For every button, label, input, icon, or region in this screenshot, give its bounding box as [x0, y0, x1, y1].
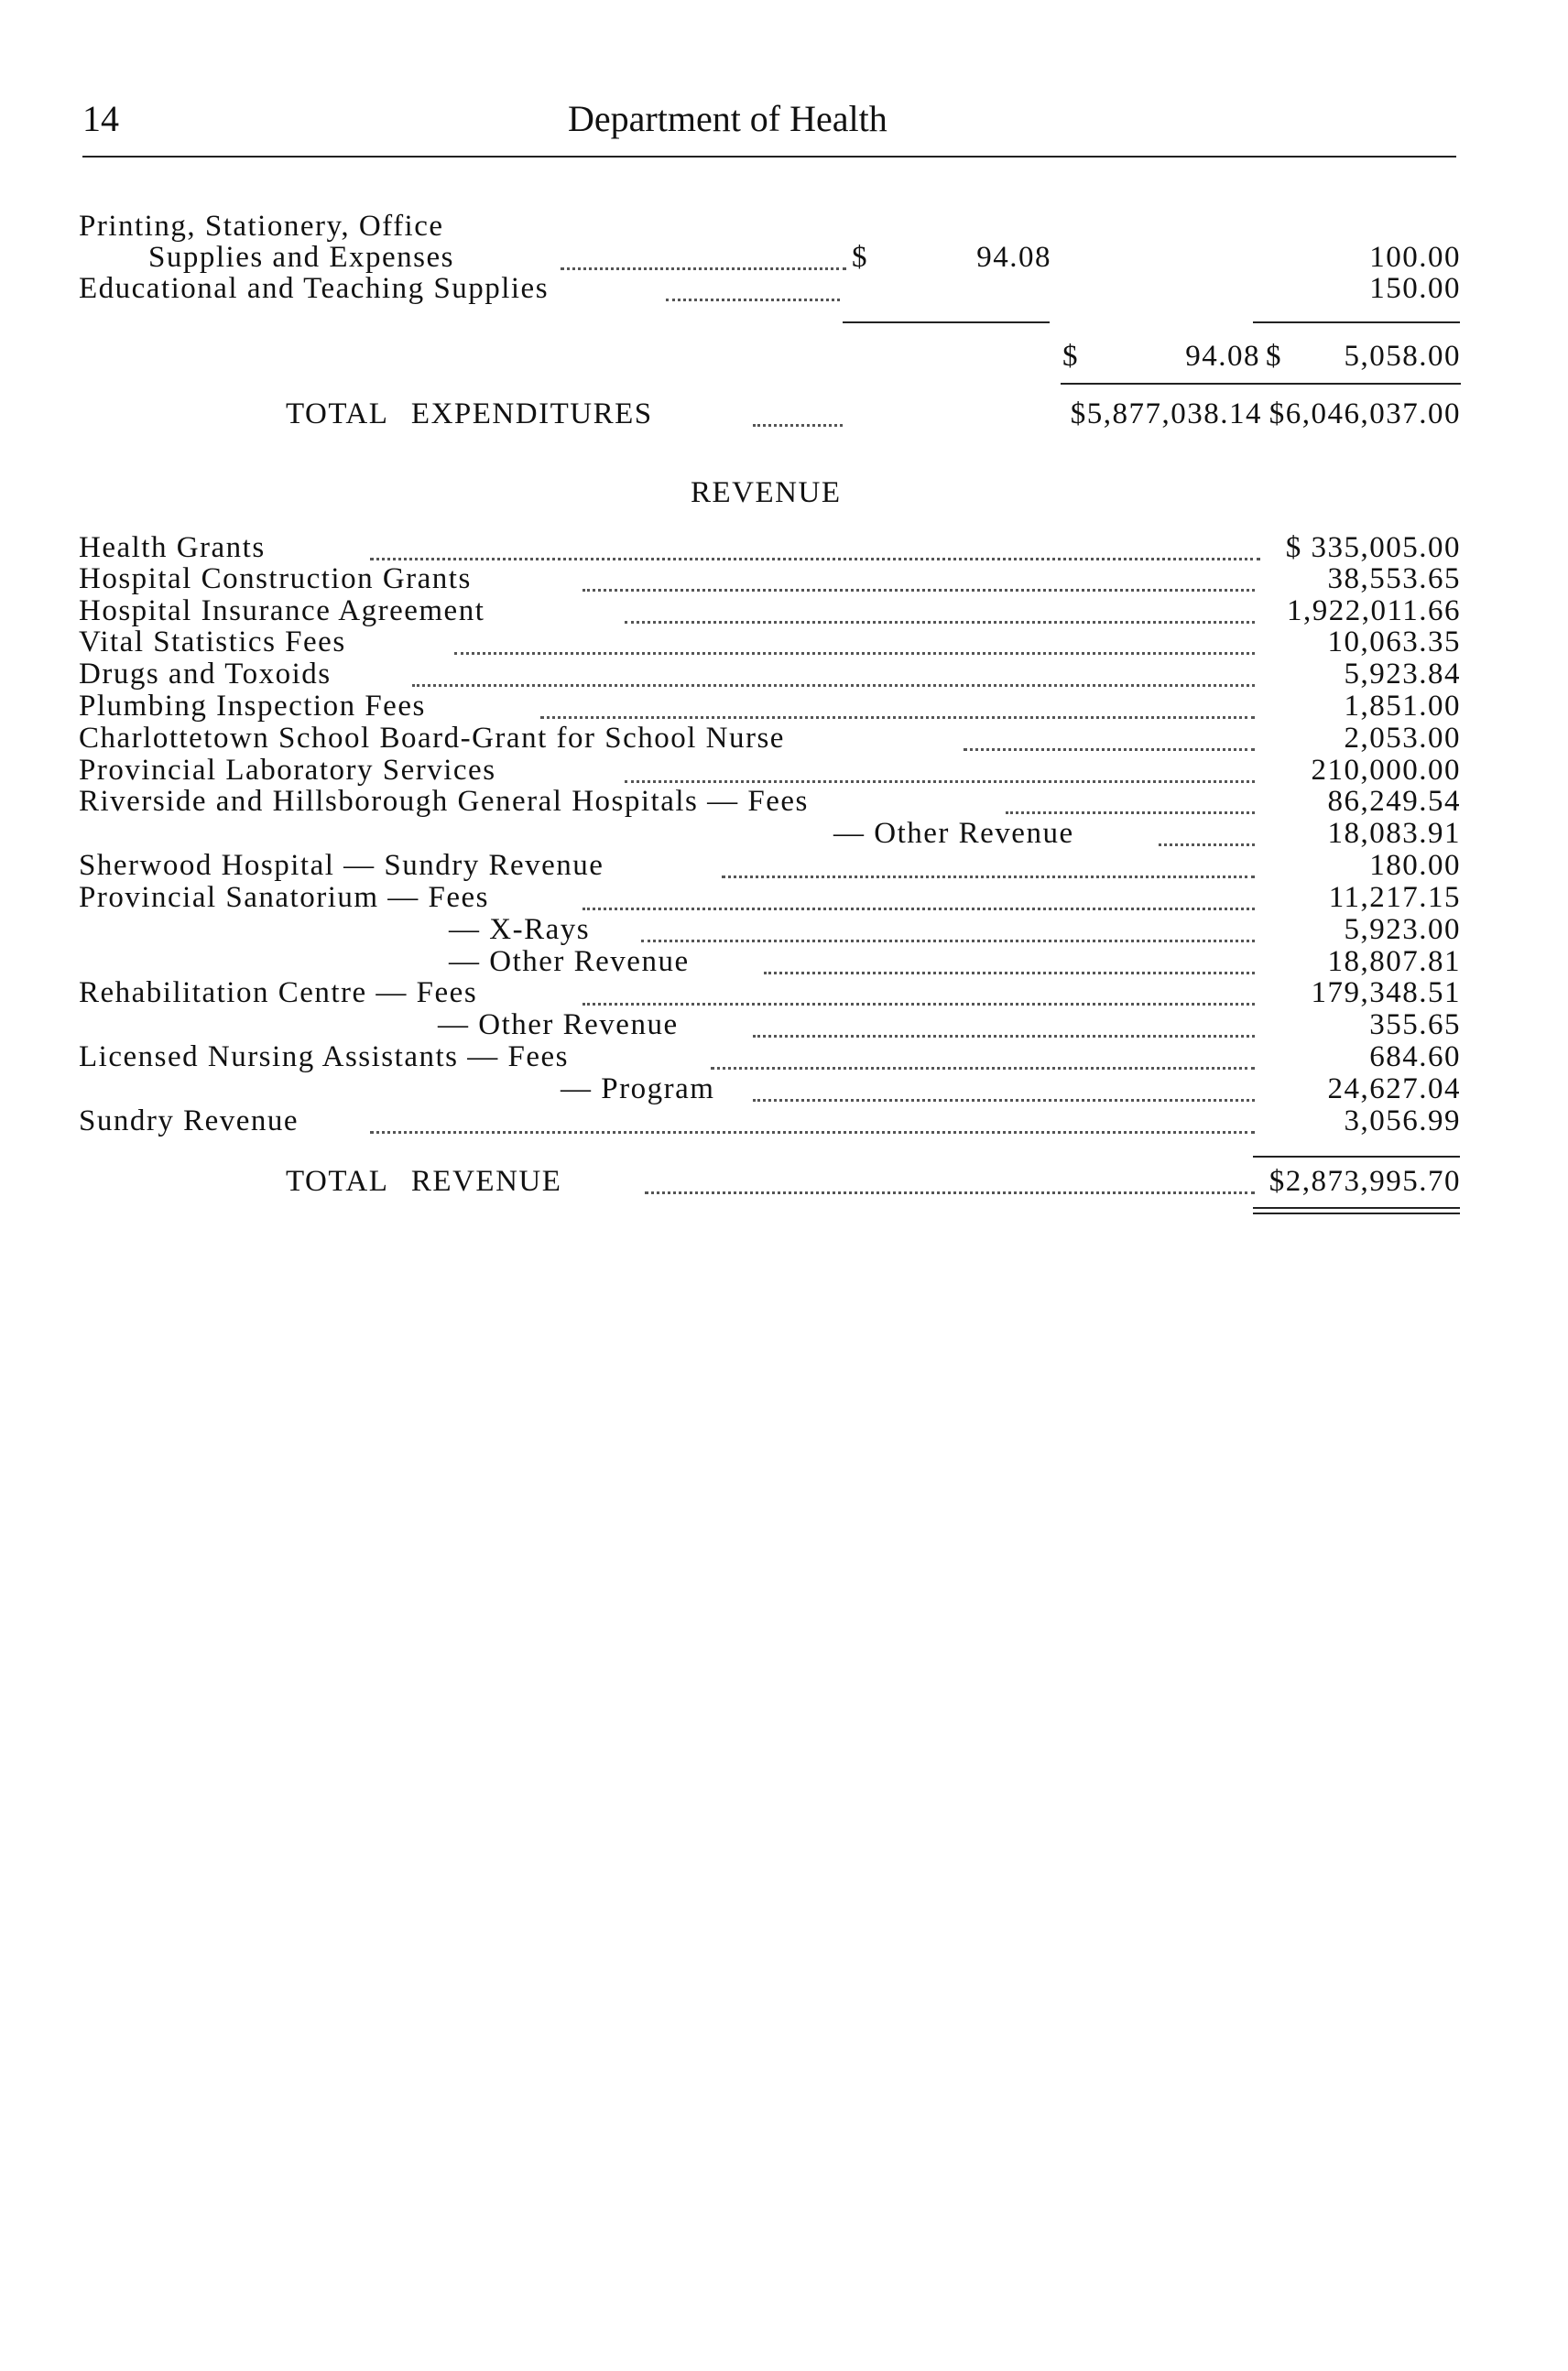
revenue-amount: 180.00	[1369, 849, 1461, 882]
revenue-label: Licensed Nursing Assistants — Fees	[79, 1040, 569, 1073]
revenue-amount: $ 335,005.00	[1285, 531, 1461, 564]
expense-col2-value: 100.00	[1369, 241, 1461, 274]
subtotal-dollar-col1: $	[1062, 340, 1079, 373]
dot-leader	[625, 780, 1255, 783]
revenue-label: — Other Revenue	[449, 945, 690, 978]
dot-leader	[454, 652, 1255, 655]
total-revenue-rule	[1253, 1156, 1460, 1158]
subtotal-rule-col2	[1253, 321, 1460, 323]
revenue-amount: 1,851.00	[1344, 690, 1461, 723]
revenue-label: Sherwood Hospital — Sundry Revenue	[79, 849, 604, 882]
dot-leader	[641, 940, 1255, 942]
revenue-amount: 2,053.00	[1344, 722, 1461, 755]
revenue-amount: 355.65	[1369, 1008, 1461, 1041]
dot-leader	[561, 267, 846, 270]
revenue-amount: 10,063.35	[1327, 625, 1461, 658]
total-expenditures-label: TOTAL EXPENDITURES	[286, 397, 653, 430]
dot-leader	[540, 716, 1255, 719]
dot-leader	[412, 684, 1255, 687]
dot-leader	[753, 1035, 1255, 1038]
revenue-heading: REVENUE	[691, 476, 842, 509]
revenue-amount: 1,922,011.66	[1286, 594, 1461, 627]
revenue-label: Drugs and Toxoids	[79, 658, 332, 691]
subtotal-col2-value: 5,058.00	[1344, 340, 1461, 373]
dot-leader	[711, 1067, 1255, 1070]
total-revenue-double-rule	[1253, 1207, 1460, 1214]
revenue-amount: 18,807.81	[1327, 945, 1461, 978]
revenue-label: Rehabilitation Centre — Fees	[79, 976, 478, 1009]
revenue-amount: 684.60	[1369, 1040, 1461, 1073]
page-title: Department of Health	[568, 98, 887, 139]
revenue-amount: 24,627.04	[1327, 1072, 1461, 1105]
dot-leader	[370, 1131, 1255, 1134]
revenue-label: — Other Revenue	[438, 1008, 679, 1041]
revenue-label: Health Grants	[79, 531, 266, 564]
revenue-label: Sundry Revenue	[79, 1104, 299, 1137]
revenue-amount: 18,083.91	[1327, 817, 1461, 850]
dot-leader	[370, 558, 1260, 560]
revenue-amount: 5,923.84	[1344, 658, 1461, 691]
total-revenue-amount: $2,873,995.70	[1269, 1165, 1461, 1198]
revenue-label: — X-Rays	[449, 913, 591, 946]
subtotal-rule-col1	[843, 321, 1050, 323]
expense-label: Supplies and Expenses	[148, 241, 454, 274]
expense-col2-value: 150.00	[1369, 272, 1461, 305]
total-expenditures-col1: $5,877,038.14	[1070, 397, 1262, 430]
revenue-amount: 86,249.54	[1327, 785, 1461, 818]
revenue-label: Hospital Insurance Agreement	[79, 594, 485, 627]
dot-leader	[722, 876, 1255, 878]
revenue-label: Charlottetown School Board-Grant for School Nurse	[79, 722, 785, 755]
expense-label: Educational and Teaching Supplies	[79, 272, 550, 305]
expense-col1-value: 94.08	[976, 241, 1051, 274]
page-number: 14	[82, 98, 119, 139]
dot-leader	[666, 299, 840, 301]
revenue-label: Plumbing Inspection Fees	[79, 690, 426, 723]
revenue-label: — Program	[561, 1072, 715, 1105]
subtotal-col1-value: 94.08	[1185, 340, 1260, 373]
revenue-label: Provincial Sanatorium — Fees	[79, 881, 490, 914]
dot-leader	[753, 1099, 1255, 1102]
revenue-amount: 5,923.00	[1344, 913, 1461, 946]
dot-leader	[583, 1003, 1255, 1006]
dot-leader	[753, 424, 843, 427]
revenue-amount: 3,056.99	[1344, 1104, 1461, 1137]
total-rule-col1	[1061, 383, 1264, 385]
revenue-label: Provincial Laboratory Services	[79, 754, 496, 787]
revenue-amount: 38,553.65	[1327, 562, 1461, 595]
revenue-label: — Other Revenue	[833, 817, 1074, 850]
dot-leader	[764, 972, 1255, 974]
revenue-label: Hospital Construction Grants	[79, 562, 472, 595]
dot-leader	[645, 1191, 1255, 1194]
total-rule-col2	[1264, 383, 1461, 385]
total-expenditures-col2: $6,046,037.00	[1269, 397, 1461, 430]
revenue-amount: 210,000.00	[1311, 754, 1461, 787]
expense-label: Printing, Stationery, Office	[79, 210, 444, 243]
revenue-label: Riverside and Hillsborough General Hospitals — Fees	[79, 785, 809, 818]
dollar-sign: $	[852, 241, 868, 274]
total-revenue-label: TOTAL REVENUE	[286, 1165, 562, 1198]
header-rule	[82, 156, 1456, 158]
revenue-amount: 11,217.15	[1328, 881, 1461, 914]
dot-leader	[625, 621, 1255, 624]
dot-leader	[583, 589, 1255, 592]
subtotal-dollar-col2: $	[1266, 340, 1282, 373]
dot-leader	[583, 908, 1255, 910]
revenue-label: Vital Statistics Fees	[79, 625, 346, 658]
revenue-amount: 179,348.51	[1311, 976, 1461, 1009]
